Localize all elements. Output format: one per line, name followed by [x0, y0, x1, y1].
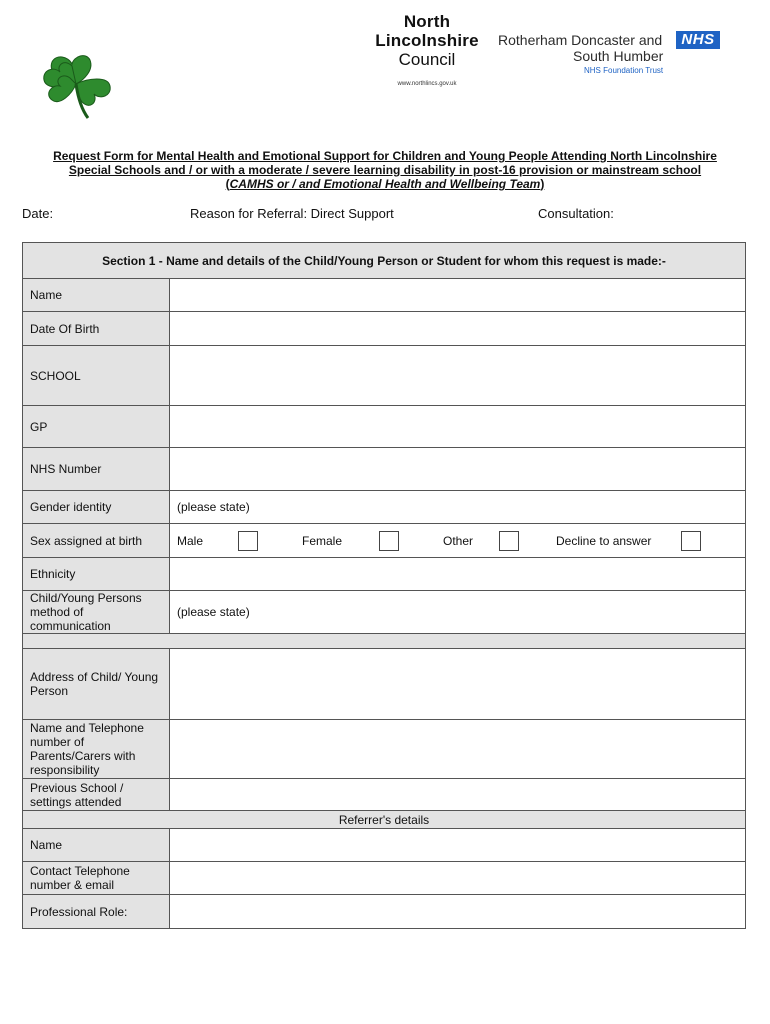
date-line [22, 206, 742, 224]
referrer-name-label: Name [23, 829, 170, 862]
male-label: Male [177, 533, 204, 548]
decline-checkbox[interactable] [681, 531, 701, 551]
previous-school-field[interactable] [170, 779, 746, 811]
other-checkbox[interactable] [499, 531, 519, 551]
parents-label: Name and Telephone number of Parents/Carers with responsibility [23, 720, 170, 779]
referrer-contact-label: Contact Telephone number & email [23, 862, 170, 895]
gender-label: Gender identity [23, 491, 170, 524]
title-close: ) [540, 177, 545, 191]
school-label: SCHOOL [23, 346, 170, 406]
communication-label: Child/Young Persons method of communication [23, 591, 170, 634]
clover-logo [38, 50, 116, 122]
male-checkbox[interactable] [238, 531, 258, 551]
parents-field[interactable] [170, 720, 746, 779]
ethnicity-label: Ethnicity [23, 558, 170, 591]
referral-form-table [22, 242, 746, 929]
title-text: Request Form for Mental Health and Emotional Support for Children and Young People Attending North Lincolnshire Special Schools and / or with a moderate / severe learning disability in post-16 provision or mainstream school ( [53, 149, 717, 191]
date-label: Date: [22, 206, 54, 221]
council-name-line1: North [403, 12, 451, 31]
nhs-number-field[interactable] [170, 448, 746, 491]
decline-label: Decline to answer [556, 533, 652, 548]
trust-name-line3: NHS Foundation Trust [584, 66, 664, 75]
title-italic: CAMHS or / and Emotional Health and Wellbeing Team [229, 177, 541, 191]
section1-heading: Section 1 - Name and details of the Child/Young Person or Student for whom this request is made:- [23, 243, 746, 279]
trust-name-line1: Rotherham Doncaster and [498, 32, 663, 48]
gender-field[interactable]: (please state) [170, 491, 746, 524]
gp-label: GP [23, 406, 170, 448]
address-label: Address of Child/ Young Person [23, 649, 170, 720]
communication-field[interactable]: (please state) [170, 591, 746, 634]
ethnicity-field[interactable] [170, 558, 746, 591]
female-checkbox[interactable] [379, 531, 399, 551]
other-label: Other [443, 533, 474, 548]
referrer-contact-field[interactable] [170, 862, 746, 895]
female-label: Female [302, 533, 343, 548]
name-field[interactable] [170, 279, 746, 312]
divider-row [23, 634, 746, 649]
nhs-number-label: NHS Number [23, 448, 170, 491]
council-name-line2: Lincolnshire [375, 31, 479, 50]
referral-reason: Reason for Referral: Direct Support [190, 206, 394, 221]
council-logo [368, 12, 486, 87]
sex-label: Sex assigned at birth [23, 524, 170, 558]
council-name-line3: Council [398, 50, 456, 69]
consultation-label: Consultation: [538, 206, 614, 221]
nhs-logo-icon: NHS [676, 31, 720, 49]
professional-role-field[interactable] [170, 895, 746, 929]
dob-label: Date Of Birth [23, 312, 170, 346]
professional-role-label: Professional Role: [23, 895, 170, 929]
school-field[interactable] [170, 346, 746, 406]
form-title [50, 149, 720, 191]
previous-school-label: Previous School / settings attended [23, 779, 170, 811]
trust-name-line2: South Humber [573, 48, 664, 64]
sex-options [170, 524, 746, 558]
referrer-heading: Referrer's details [23, 811, 746, 829]
gp-field[interactable] [170, 406, 746, 448]
dob-field[interactable] [170, 312, 746, 346]
name-label: Name [23, 279, 170, 312]
council-url: www.northlincs.gov.uk [397, 81, 457, 87]
referrer-name-field[interactable] [170, 829, 746, 862]
address-field[interactable] [170, 649, 746, 720]
